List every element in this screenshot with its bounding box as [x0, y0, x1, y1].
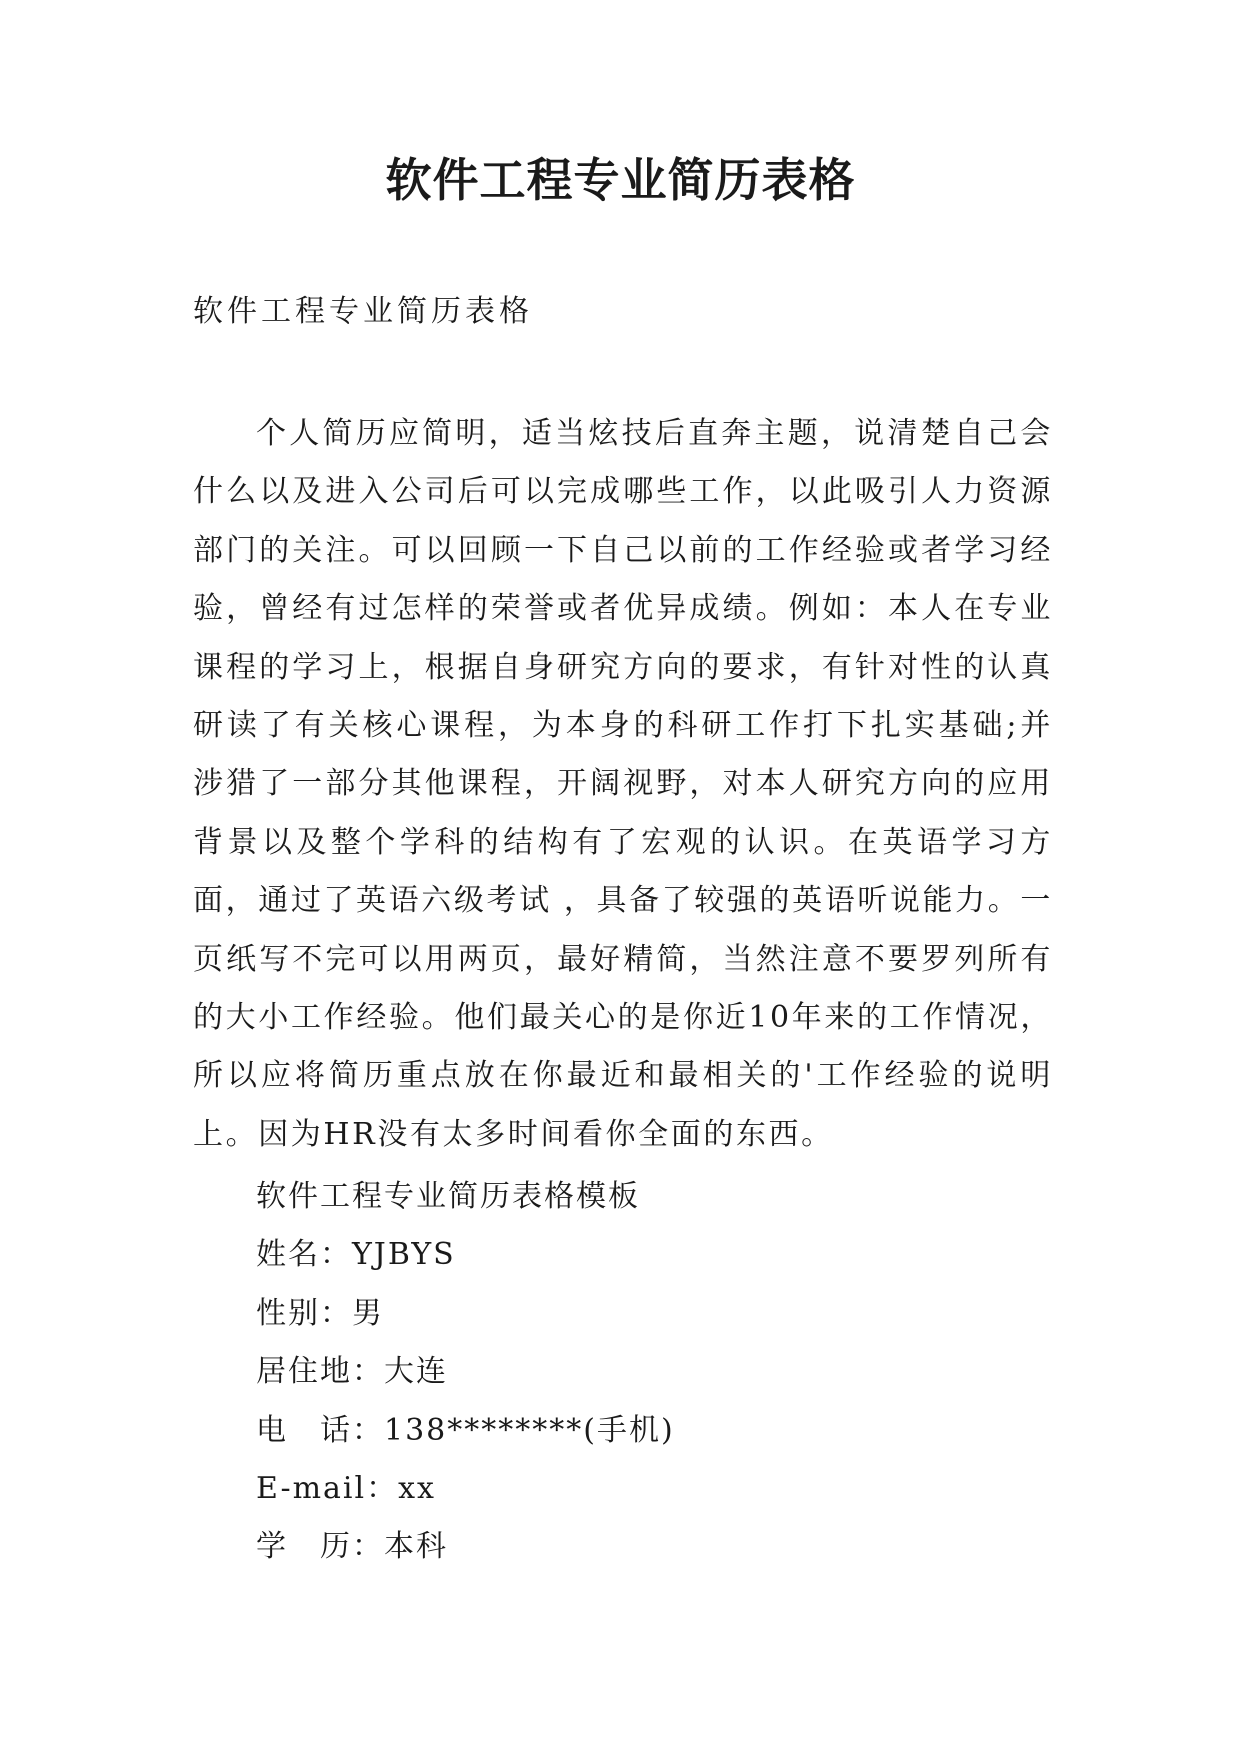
- resume-template-list: [256, 1168, 675, 1577]
- residence-line: 居住地：大连: [256, 1354, 448, 1390]
- gender-line: 性别：男: [256, 1295, 384, 1331]
- phone-line: 电 话：138********(手机): [256, 1412, 675, 1448]
- email-line: E-mail：xx: [256, 1470, 436, 1506]
- document-title: 软件工程专业简历表格: [385, 153, 856, 207]
- intro-paragraph: 个人简历应简明，适当炫技后直奔主题，说清楚自己会什么以及进入公司后可以完成哪些工作，以此吸引人力资源部门的关注。可以回顾一下自己以前的工作经验或者学习经验，曾经有过怎样的荣誉或者优异成绩。例如：本人在专业课程的学习上，根据自身研究方向的要求，有针对性的认真研读了有关核心课程，为本身的科研工作打下扎实基础;并涉猎了一部分其他课程，开阔视野，对本人研究方向的应用背景以及整个学科的结构有了宏观的认识。在英语学习方面，通过了英语六级考试 ，具备了较强的英语听说能力。一页纸写不完可以用两页，最好精简，当然注意不要罗列所有的大小工作经验。他们最关心的是你近10年来的工作情况，所以应将简历重点放在你最近和最相关的'工作经验的说明上。因为HR没有太多时间看你全面的东西。: [193, 416, 1053, 1152]
- education-line: 学 历：本科: [256, 1529, 448, 1565]
- document-subtitle: 软件工程专业简历表格: [193, 294, 533, 329]
- template-heading: 软件工程专业简历表格模板: [256, 1179, 640, 1214]
- name-line: 姓名：YJBYS: [256, 1237, 456, 1273]
